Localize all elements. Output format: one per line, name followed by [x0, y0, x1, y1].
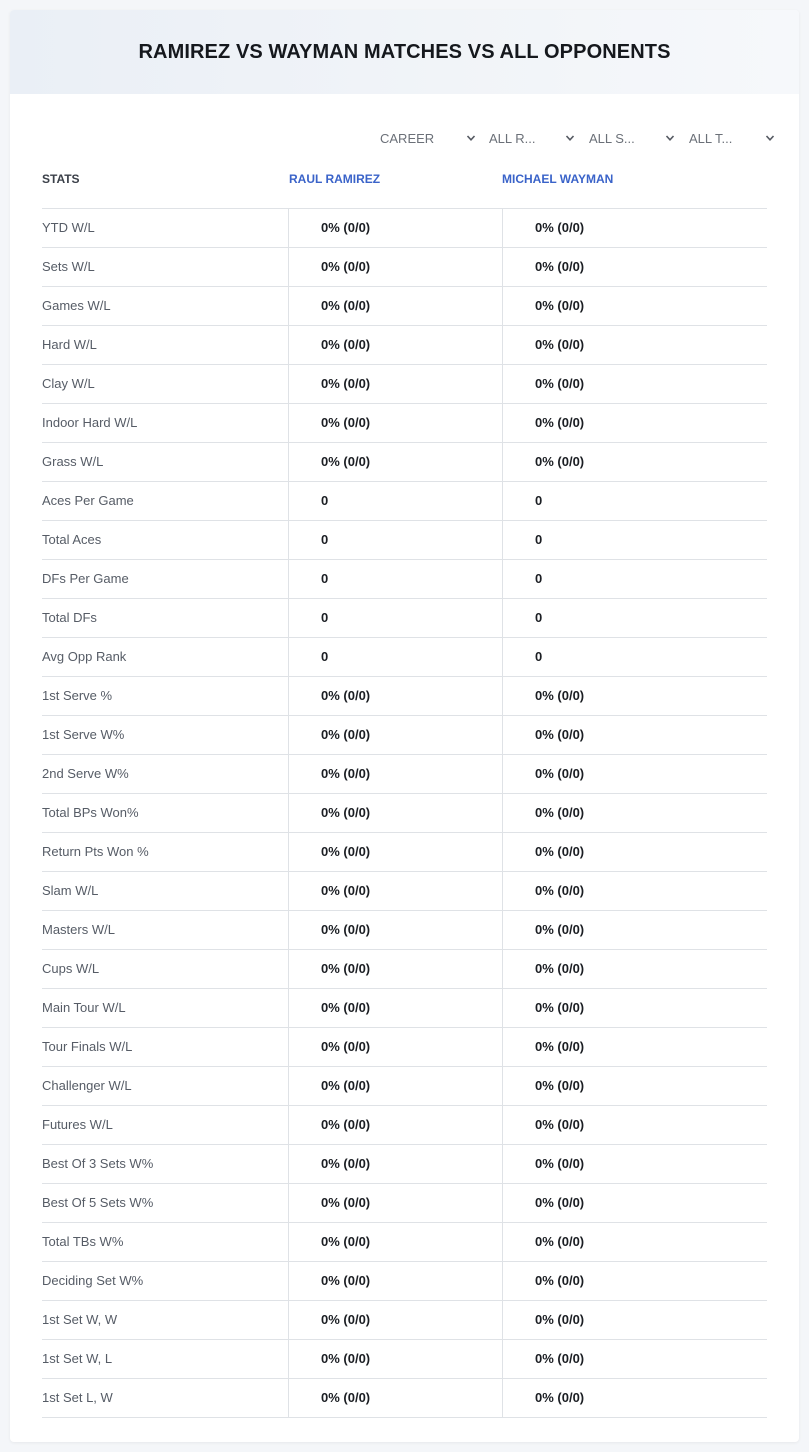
- player1-value: 0% (0/0): [288, 209, 502, 247]
- stat-label: Hard W/L: [42, 337, 97, 352]
- stat-label: Slam W/L: [42, 883, 99, 898]
- player1-value: 0% (0/0): [288, 677, 502, 715]
- player1-value: 0% (0/0): [288, 1262, 502, 1300]
- player2-value: 0% (0/0): [502, 1223, 767, 1261]
- column-header-stats: STATS: [42, 172, 80, 186]
- stats-card: [10, 10, 799, 1442]
- player2-value: 0% (0/0): [502, 677, 767, 715]
- table-row: [42, 794, 767, 833]
- player1-value: 0% (0/0): [288, 989, 502, 1027]
- player2-value: 0% (0/0): [502, 794, 767, 832]
- player1-value: 0% (0/0): [288, 716, 502, 754]
- stat-label: Games W/L: [42, 298, 111, 313]
- player1-value: 0% (0/0): [288, 1301, 502, 1339]
- player2-value: 0% (0/0): [502, 1301, 767, 1339]
- filter-bar: [380, 128, 770, 148]
- table-row: [42, 1340, 767, 1379]
- player2-value: 0% (0/0): [502, 1340, 767, 1378]
- column-header-player1-link[interactable]: RAUL RAMIREZ: [289, 172, 381, 186]
- table-row: [42, 365, 767, 404]
- stat-label: Clay W/L: [42, 376, 95, 391]
- player1-value: 0% (0/0): [288, 1379, 502, 1417]
- table-row: [42, 638, 767, 677]
- page-title: RAMIREZ VS WAYMAN MATCHES VS ALL OPPONENTS: [138, 40, 671, 63]
- player2-value: 0% (0/0): [502, 404, 767, 442]
- table-row: [42, 326, 767, 365]
- chevron-down-icon: [665, 133, 675, 143]
- table-row: [42, 1028, 767, 1067]
- table-row: [42, 1301, 767, 1340]
- player1-value: 0% (0/0): [288, 248, 502, 286]
- player1-value: 0% (0/0): [288, 872, 502, 910]
- table-row: [42, 716, 767, 755]
- player2-value: 0: [502, 638, 767, 676]
- player2-value: 0% (0/0): [502, 443, 767, 481]
- player1-value: 0% (0/0): [288, 365, 502, 403]
- player1-value: 0: [288, 482, 502, 520]
- table-row: [42, 911, 767, 950]
- filter-rounds-dropdown[interactable]: [489, 128, 575, 148]
- table-header: [42, 170, 767, 208]
- table-row: [42, 287, 767, 326]
- table-row: [42, 989, 767, 1028]
- table-row: [42, 599, 767, 638]
- stat-label: 1st Set W, W: [42, 1312, 118, 1327]
- player2-value: 0% (0/0): [502, 1262, 767, 1300]
- player1-value: 0% (0/0): [288, 287, 502, 325]
- player2-value: 0% (0/0): [502, 248, 767, 286]
- player1-value: 0% (0/0): [288, 443, 502, 481]
- stat-label: Avg Opp Rank: [42, 649, 127, 664]
- player1-value: 0% (0/0): [288, 1106, 502, 1144]
- stats-table-body: [42, 208, 767, 1418]
- table-row: [42, 833, 767, 872]
- stat-label: Tour Finals W/L: [42, 1039, 133, 1054]
- filter-label: ALL S...: [589, 130, 635, 146]
- stat-label: DFs Per Game: [42, 571, 129, 586]
- stat-label: Futures W/L: [42, 1117, 113, 1132]
- player1-value: 0% (0/0): [288, 1223, 502, 1261]
- table-row: [42, 1145, 767, 1184]
- player1-value: 0: [288, 599, 502, 637]
- player1-value: 0% (0/0): [288, 1145, 502, 1183]
- stat-label: Best Of 3 Sets W%: [42, 1156, 154, 1171]
- stat-label: Total DFs: [42, 610, 97, 625]
- table-row: [42, 521, 767, 560]
- card-header: [10, 10, 799, 94]
- player2-value: 0% (0/0): [502, 1028, 767, 1066]
- player1-value: 0% (0/0): [288, 404, 502, 442]
- stat-label: 1st Serve %: [42, 688, 113, 703]
- table-row: [42, 209, 767, 248]
- player2-value: 0: [502, 599, 767, 637]
- player2-value: 0: [502, 521, 767, 559]
- player2-value: 0% (0/0): [502, 326, 767, 364]
- player1-value: 0% (0/0): [288, 911, 502, 949]
- chevron-down-icon: [466, 133, 476, 143]
- table-row: [42, 560, 767, 599]
- chevron-down-icon: [765, 133, 775, 143]
- player1-value: 0% (0/0): [288, 1028, 502, 1066]
- filter-surfaces-dropdown[interactable]: [589, 128, 675, 148]
- player2-value: 0% (0/0): [502, 209, 767, 247]
- player2-value: 0% (0/0): [502, 1379, 767, 1417]
- stat-label: Total TBs W%: [42, 1234, 124, 1249]
- table-row: [42, 248, 767, 287]
- filter-label: ALL T...: [689, 130, 733, 146]
- player2-value: 0% (0/0): [502, 716, 767, 754]
- player2-value: 0% (0/0): [502, 1184, 767, 1222]
- player2-value: 0% (0/0): [502, 911, 767, 949]
- stat-label: Deciding Set W%: [42, 1273, 144, 1288]
- table-row: [42, 404, 767, 443]
- player2-value: 0% (0/0): [502, 365, 767, 403]
- table-row: [42, 1262, 767, 1301]
- player2-value: 0% (0/0): [502, 1106, 767, 1144]
- table-row: [42, 482, 767, 521]
- stat-label: Cups W/L: [42, 961, 100, 976]
- stat-label: Grass W/L: [42, 454, 104, 469]
- table-row: [42, 755, 767, 794]
- player1-value: 0: [288, 560, 502, 598]
- player2-value: 0% (0/0): [502, 755, 767, 793]
- table-row: [42, 443, 767, 482]
- stat-label: Main Tour W/L: [42, 1000, 126, 1015]
- table-row: [42, 1184, 767, 1223]
- table-row: [42, 872, 767, 911]
- player1-value: 0% (0/0): [288, 1067, 502, 1105]
- stat-label: Total BPs Won%: [42, 805, 139, 820]
- player1-value: 0% (0/0): [288, 326, 502, 364]
- table-row: [42, 1067, 767, 1106]
- player2-value: 0: [502, 482, 767, 520]
- player1-value: 0% (0/0): [288, 1340, 502, 1378]
- player1-value: 0% (0/0): [288, 755, 502, 793]
- player2-value: 0% (0/0): [502, 833, 767, 871]
- stat-label: 1st Set W, L: [42, 1351, 113, 1366]
- chevron-down-icon: [565, 133, 575, 143]
- column-header-player2-link[interactable]: MICHAEL WAYMAN: [502, 172, 614, 186]
- player2-value: 0% (0/0): [502, 1067, 767, 1105]
- player2-value: 0: [502, 560, 767, 598]
- filter-career-dropdown[interactable]: [380, 128, 476, 148]
- stat-label: Total Aces: [42, 532, 102, 547]
- player1-value: 0: [288, 521, 502, 559]
- table-row: [42, 1223, 767, 1262]
- stat-label: Aces Per Game: [42, 493, 134, 508]
- filter-tournaments-dropdown[interactable]: [689, 128, 775, 148]
- player1-value: 0% (0/0): [288, 950, 502, 988]
- stat-label: Return Pts Won %: [42, 844, 149, 859]
- player1-value: 0: [288, 638, 502, 676]
- player1-value: 0% (0/0): [288, 794, 502, 832]
- table-row: [42, 1379, 767, 1418]
- filter-label: ALL R...: [489, 130, 536, 146]
- table-row: [42, 950, 767, 989]
- player2-value: 0% (0/0): [502, 1145, 767, 1183]
- stat-label: Sets W/L: [42, 259, 95, 274]
- table-row: [42, 1106, 767, 1145]
- player1-value: 0% (0/0): [288, 1184, 502, 1222]
- table-row: [42, 677, 767, 716]
- stat-label: YTD W/L: [42, 220, 95, 235]
- stat-label: Indoor Hard W/L: [42, 415, 138, 430]
- player1-value: 0% (0/0): [288, 833, 502, 871]
- player2-value: 0% (0/0): [502, 950, 767, 988]
- stat-label: 1st Set L, W: [42, 1390, 113, 1405]
- player2-value: 0% (0/0): [502, 287, 767, 325]
- filter-label: CAREER: [380, 130, 435, 146]
- player2-value: 0% (0/0): [502, 989, 767, 1027]
- stat-label: Masters W/L: [42, 922, 115, 937]
- stat-label: Best Of 5 Sets W%: [42, 1195, 154, 1210]
- stat-label: Challenger W/L: [42, 1078, 132, 1093]
- player2-value: 0% (0/0): [502, 872, 767, 910]
- stat-label: 2nd Serve W%: [42, 766, 129, 781]
- stat-label: 1st Serve W%: [42, 727, 125, 742]
